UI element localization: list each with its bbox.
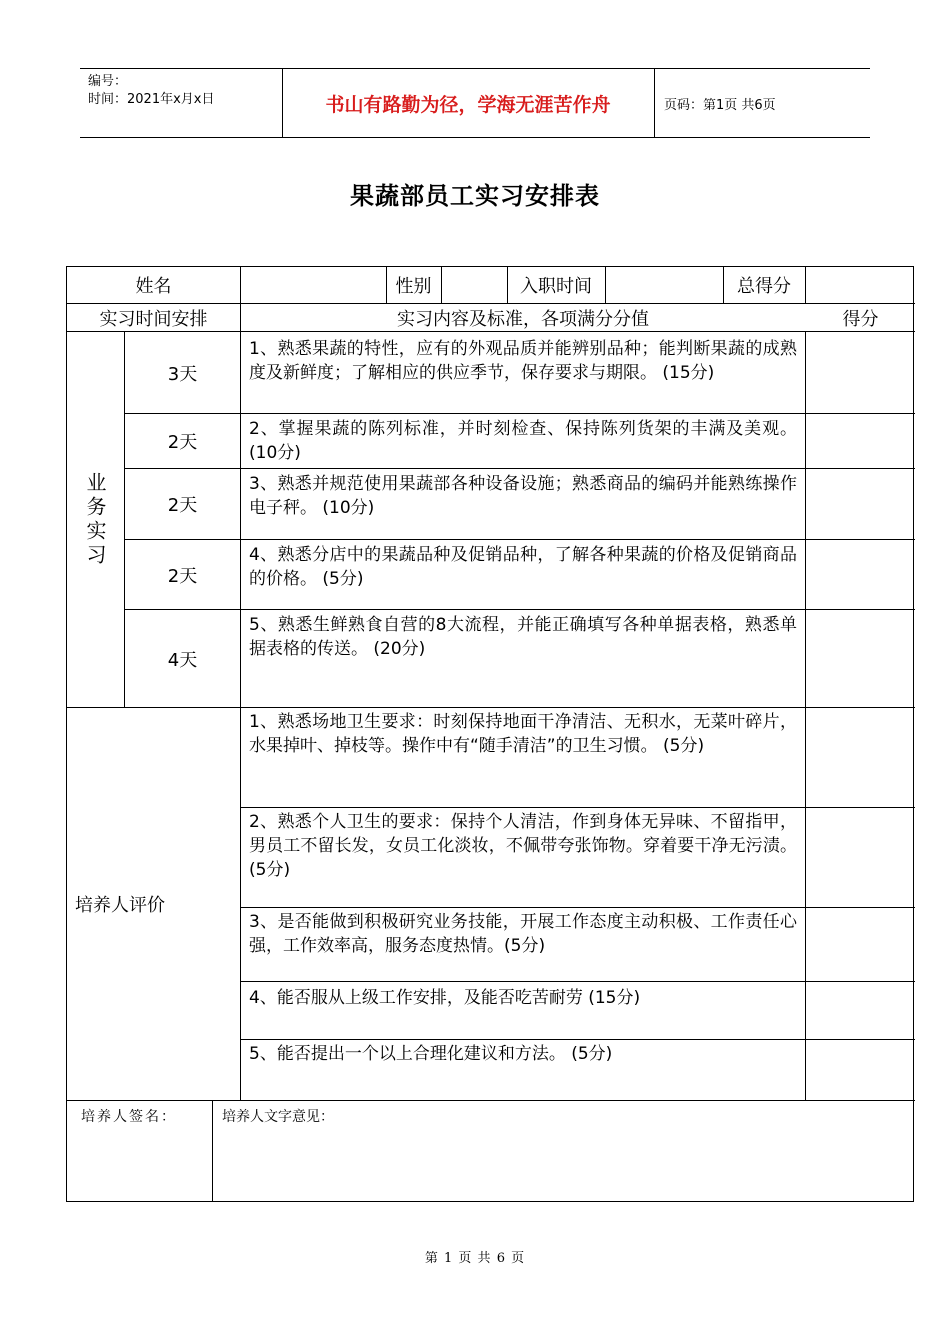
table-rule: [212, 1100, 213, 1201]
table-rule: [124, 539, 915, 540]
table-rule: [124, 468, 915, 469]
join-date-label: 入职时间: [520, 276, 592, 297]
table-rule: [240, 981, 915, 982]
business-row-4-days: 2天: [167, 565, 198, 587]
trainer-row-3-text: 3、是否能做到积极研究业务技能，开展工作态度主动积极、工作责任心强，工作效率高，服务态度热情。(5分): [249, 912, 797, 956]
total-score-value-cell[interactable]: [806, 267, 915, 303]
business-row-2-text: 2、掌握果蔬的陈列标准，并时刻检查、保持陈列货架的丰满及美观。 (10分): [249, 419, 797, 463]
trainer-opinion-label: 培养人文字意见：: [222, 1109, 334, 1125]
table-rule: [240, 1039, 915, 1040]
number-label: 编号：: [88, 74, 128, 89]
gender-label: 性别: [395, 276, 432, 297]
internship-table: [66, 266, 914, 1202]
col-header-content: 实习内容及标准，各项满分分值: [397, 308, 649, 330]
page-header: [80, 68, 870, 138]
gender-value-cell[interactable]: [442, 267, 507, 303]
business-row-1-text: 1、熟悉果蔬的特性，应有的外观品质并能辨别品种；能判断果蔬的成熟度及新鲜度；了解相应的供应季节，保存要求与期限。 (15分): [249, 339, 797, 383]
business-row-3-text: 3、熟悉并规范使用果蔬部各种设备设施；熟悉商品的编码并能熟练操作电子秤。 (10分): [249, 474, 797, 518]
name-label: 姓名: [135, 276, 172, 297]
page-title: 果蔬部员工实习安排表: [350, 182, 600, 210]
header-motto: 书山有路勤为径，学海无涯苦作舟: [325, 93, 611, 116]
header-divider: [654, 69, 655, 137]
col-header-score: 得分: [842, 308, 879, 330]
name-value-cell[interactable]: [241, 267, 386, 303]
page-footer: 第 1 页 共 6 页: [424, 1251, 526, 1266]
time-label: 时间：2021年x月x日: [88, 92, 215, 107]
join-date-value-cell[interactable]: [606, 267, 723, 303]
business-row-3-days: 2天: [167, 495, 198, 516]
table-rule: [67, 1100, 915, 1101]
business-row-2-days: 2天: [167, 432, 198, 453]
business-practice-label: 业务实习: [83, 471, 107, 568]
trainer-row-1-text: 1、熟悉场地卫生要求：时刻保持地面干净清洁、无积水，无菜叶碎片，水果掉叶、掉枝等。操作中有“随手清洁”的卫生习惯。 (5分): [249, 712, 797, 756]
table-rule: [805, 331, 806, 1100]
total-score-label: 总得分: [737, 276, 791, 297]
business-row-1-days: 3天: [167, 363, 198, 385]
table-rule: [124, 413, 915, 414]
table-rule: [240, 907, 915, 908]
trainer-evaluation-label: 培养人评价: [75, 895, 165, 916]
trainer-row-5-text: 5、能否提出一个以上合理化建议和方法。 (5分): [249, 1044, 613, 1064]
table-rule: [240, 267, 241, 1100]
business-row-4-text: 4、熟悉分店中的果蔬品种及促销品种，了解各种果蔬的价格及促销商品的价格。 (5分): [249, 545, 797, 589]
trainer-row-2-text: 2、熟悉个人卫生的要求：保持个人清洁，作到身体无异味、不留指甲，男员工不留长发，女员工化淡妆，不佩带夸张饰物。穿着要干净无污渍。 (5分): [249, 812, 797, 880]
table-rule: [124, 609, 915, 610]
business-row-5-days: 4天: [167, 649, 198, 671]
business-row-5-text: 5、熟悉生鲜熟食自营的8大流程，并能正确填写各种单据表格，熟悉单据表格的传送。 (20分): [249, 615, 797, 659]
table-rule: [240, 807, 915, 808]
trainer-signature-label: 培养人签名：: [81, 1109, 177, 1125]
header-page-info: 页码：第1页 共6页: [664, 97, 776, 113]
header-left: [88, 73, 214, 109]
trainer-row-4-text: 4、能否服从上级工作安排，及能否吃苦耐劳 (15分): [249, 988, 641, 1008]
col-header-time: 实习时间安排: [99, 308, 208, 330]
